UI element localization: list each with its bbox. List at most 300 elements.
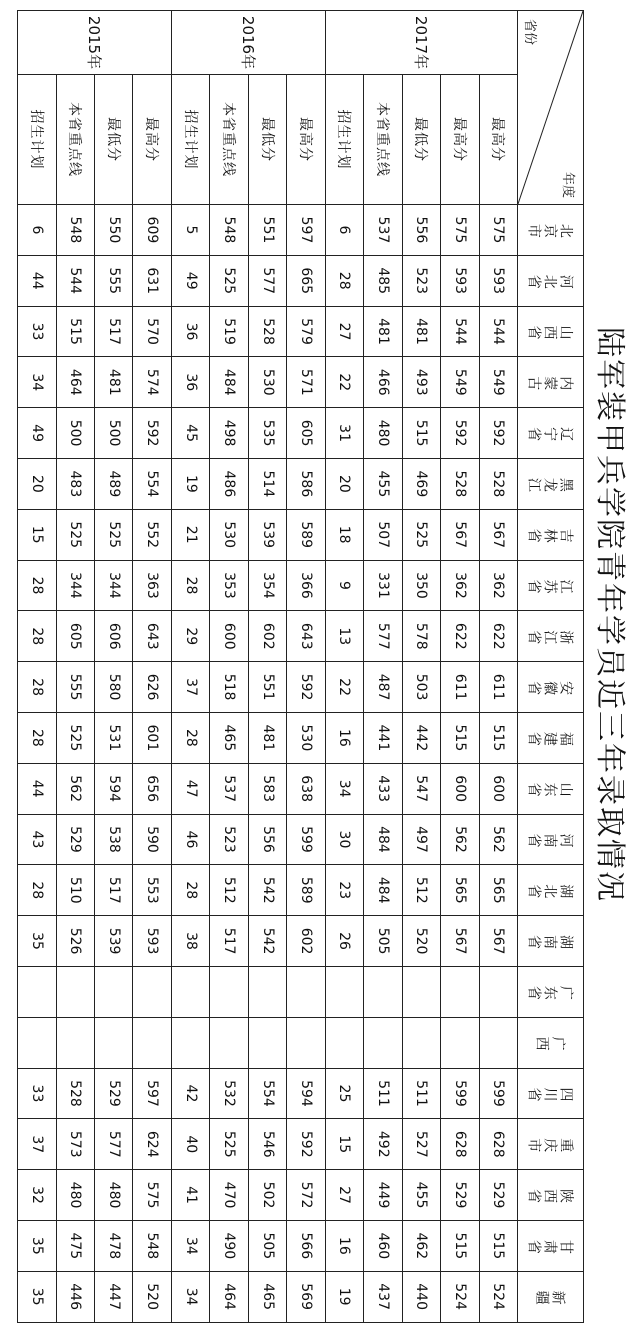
score-cell: 528 — [248, 306, 286, 357]
score-cell: 29 — [171, 611, 209, 662]
score-cell: 28 — [18, 560, 56, 611]
province-header — [518, 916, 584, 967]
page-title — [585, 0, 640, 1229]
score-cell — [210, 1017, 248, 1068]
province-name: 山西省 — [526, 323, 575, 340]
score-cell: 446 — [56, 1271, 94, 1322]
score-cell: 589 — [287, 865, 325, 916]
score-cell: 6 — [18, 205, 56, 256]
province-header — [518, 763, 584, 814]
score-cell: 22 — [325, 357, 363, 408]
score-cell: 512 — [210, 865, 248, 916]
score-cell: 535 — [248, 408, 286, 459]
score-cell: 555 — [56, 662, 94, 713]
score-cell — [287, 1017, 325, 1068]
score-cell: 594 — [95, 763, 133, 814]
score-cell: 481 — [95, 357, 133, 408]
score-cell — [325, 966, 363, 1017]
table-row — [133, 11, 171, 1323]
score-cell: 362 — [441, 560, 479, 611]
score-cell: 16 — [325, 712, 363, 763]
score-cell: 529 — [95, 1068, 133, 1119]
score-cell: 570 — [133, 306, 171, 357]
score-cell: 470 — [210, 1170, 248, 1221]
province-name: 山东省 — [526, 780, 575, 797]
province-header — [518, 306, 584, 357]
province-name: 安徽省 — [526, 679, 575, 696]
score-cell: 577 — [95, 1119, 133, 1170]
score-cell: 487 — [364, 662, 402, 713]
score-cell: 34 — [171, 1271, 209, 1322]
score-cell: 577 — [364, 611, 402, 662]
score-cell: 28 — [171, 865, 209, 916]
score-cell: 574 — [133, 357, 171, 408]
score-cell: 566 — [287, 1220, 325, 1271]
score-cell: 33 — [18, 1068, 56, 1119]
table-row — [210, 11, 248, 1323]
score-cell: 33 — [18, 306, 56, 357]
score-cell: 548 — [133, 1220, 171, 1271]
score-cell: 15 — [18, 509, 56, 560]
metric-cell: 招生计划 — [171, 75, 209, 205]
score-cell: 542 — [248, 916, 286, 967]
province-header — [518, 205, 584, 256]
score-cell: 465 — [248, 1271, 286, 1322]
score-cell: 27 — [325, 306, 363, 357]
score-cell — [402, 1017, 440, 1068]
score-cell: 35 — [18, 1271, 56, 1322]
score-cell: 556 — [402, 205, 440, 256]
metric-cell: 最高分 — [479, 75, 517, 205]
score-cell: 548 — [56, 205, 94, 256]
metric-cell: 本省重点线 — [210, 75, 248, 205]
province-header — [518, 712, 584, 763]
score-cell: 26 — [325, 916, 363, 967]
score-cell: 586 — [287, 458, 325, 509]
score-cell — [364, 966, 402, 1017]
province-name: 陕西省 — [526, 1187, 575, 1204]
score-cell: 515 — [441, 1220, 479, 1271]
score-cell: 354 — [248, 560, 286, 611]
score-cell: 599 — [287, 814, 325, 865]
score-cell: 15 — [325, 1119, 363, 1170]
score-cell: 592 — [287, 1119, 325, 1170]
score-cell: 350 — [402, 560, 440, 611]
province-name: 内蒙古 — [526, 374, 575, 391]
score-cell: 569 — [287, 1271, 325, 1322]
score-cell: 23 — [325, 865, 363, 916]
admission-table — [17, 10, 584, 1323]
score-cell: 622 — [441, 611, 479, 662]
score-cell: 600 — [210, 611, 248, 662]
score-cell: 517 — [95, 306, 133, 357]
score-cell: 353 — [210, 560, 248, 611]
score-cell: 40 — [171, 1119, 209, 1170]
score-cell: 567 — [479, 509, 517, 560]
score-cell: 532 — [210, 1068, 248, 1119]
score-cell: 556 — [248, 814, 286, 865]
score-cell: 605 — [56, 611, 94, 662]
score-cell: 44 — [18, 763, 56, 814]
score-cell: 601 — [133, 712, 171, 763]
score-cell: 538 — [95, 814, 133, 865]
score-cell: 38 — [171, 916, 209, 967]
score-cell: 551 — [248, 205, 286, 256]
score-cell: 530 — [210, 509, 248, 560]
score-cell: 480 — [95, 1170, 133, 1221]
score-cell: 592 — [287, 662, 325, 713]
province-header — [518, 1220, 584, 1271]
score-cell: 28 — [171, 712, 209, 763]
province-header — [518, 1170, 584, 1221]
score-cell — [402, 966, 440, 1017]
province-header — [518, 611, 584, 662]
score-cell: 498 — [210, 408, 248, 459]
score-cell: 43 — [18, 814, 56, 865]
table-row — [248, 11, 286, 1323]
score-cell: 600 — [441, 763, 479, 814]
score-cell: 573 — [56, 1119, 94, 1170]
score-cell — [56, 966, 94, 1017]
score-cell: 485 — [364, 255, 402, 306]
score-cell: 544 — [441, 306, 479, 357]
score-cell: 628 — [441, 1119, 479, 1170]
score-cell — [364, 1017, 402, 1068]
score-cell: 512 — [402, 865, 440, 916]
score-cell: 46 — [171, 814, 209, 865]
province-name: 四川省 — [526, 1085, 575, 1102]
score-cell: 549 — [441, 357, 479, 408]
metric-cell: 最低分 — [95, 75, 133, 205]
province-header — [518, 1271, 584, 1322]
score-cell: 597 — [133, 1068, 171, 1119]
score-cell: 5 — [171, 205, 209, 256]
score-cell: 31 — [325, 408, 363, 459]
score-cell: 505 — [364, 916, 402, 967]
score-cell — [479, 1017, 517, 1068]
score-cell: 571 — [287, 357, 325, 408]
score-cell: 18 — [325, 509, 363, 560]
score-cell: 525 — [210, 1119, 248, 1170]
score-cell: 511 — [402, 1068, 440, 1119]
score-cell: 447 — [95, 1271, 133, 1322]
score-cell: 481 — [248, 712, 286, 763]
score-cell: 542 — [248, 865, 286, 916]
score-cell: 548 — [210, 205, 248, 256]
metric-cell: 本省重点线 — [56, 75, 94, 205]
score-cell — [325, 1017, 363, 1068]
score-cell: 442 — [402, 712, 440, 763]
score-cell: 28 — [18, 611, 56, 662]
score-cell: 503 — [402, 662, 440, 713]
score-cell: 28 — [18, 662, 56, 713]
score-cell: 511 — [364, 1068, 402, 1119]
province-name: 福建省 — [526, 729, 575, 746]
province-header — [518, 1119, 584, 1170]
score-cell: 611 — [441, 662, 479, 713]
table-row — [56, 11, 94, 1323]
year-cell: 2017年 — [325, 11, 517, 75]
table-body — [18, 11, 518, 1323]
score-cell: 565 — [479, 865, 517, 916]
score-cell: 593 — [133, 916, 171, 967]
score-cell: 344 — [56, 560, 94, 611]
score-cell: 497 — [402, 814, 440, 865]
score-cell: 523 — [210, 814, 248, 865]
score-cell: 462 — [402, 1220, 440, 1271]
score-cell: 611 — [479, 662, 517, 713]
score-cell: 481 — [364, 306, 402, 357]
year-axis-label: 年度 — [560, 171, 575, 198]
score-cell: 526 — [56, 916, 94, 967]
year-cell: 2016年 — [171, 11, 325, 75]
score-cell: 622 — [479, 611, 517, 662]
score-cell: 553 — [133, 865, 171, 916]
province-name: 江苏省 — [526, 577, 575, 594]
metric-cell: 招生计划 — [325, 75, 363, 205]
score-cell: 362 — [479, 560, 517, 611]
table-row — [95, 11, 133, 1323]
page-title-text: 陆军装甲兵学院青年学员近三年录取情况 — [591, 326, 627, 903]
table-row — [18, 11, 56, 1323]
province-name: 重庆市 — [526, 1136, 575, 1153]
score-cell: 544 — [56, 255, 94, 306]
metric-cell: 招生计划 — [18, 75, 56, 205]
metric-cell: 最高分 — [287, 75, 325, 205]
score-cell: 27 — [325, 1170, 363, 1221]
score-cell: 455 — [402, 1170, 440, 1221]
score-cell: 22 — [325, 662, 363, 713]
score-cell: 537 — [364, 205, 402, 256]
score-cell — [248, 966, 286, 1017]
province-axis-label: 省份 — [522, 19, 537, 46]
score-cell: 505 — [248, 1220, 286, 1271]
score-cell: 592 — [133, 408, 171, 459]
score-cell: 529 — [441, 1170, 479, 1221]
score-cell: 628 — [479, 1119, 517, 1170]
score-cell — [18, 966, 56, 1017]
province-header-row — [518, 11, 584, 1323]
score-cell — [171, 1017, 209, 1068]
score-cell: 515 — [56, 306, 94, 357]
table-row — [479, 11, 517, 1323]
score-cell: 519 — [210, 306, 248, 357]
score-cell — [441, 1017, 479, 1068]
score-cell: 539 — [248, 509, 286, 560]
score-cell: 344 — [95, 560, 133, 611]
province-header — [518, 1017, 584, 1068]
score-cell: 550 — [95, 205, 133, 256]
province-name: 浙江省 — [526, 628, 575, 645]
score-cell: 544 — [479, 306, 517, 357]
score-cell: 475 — [56, 1220, 94, 1271]
score-cell: 42 — [171, 1068, 209, 1119]
score-cell: 437 — [364, 1271, 402, 1322]
score-cell: 597 — [287, 205, 325, 256]
province-header — [518, 255, 584, 306]
score-cell — [287, 966, 325, 1017]
score-cell: 567 — [441, 509, 479, 560]
score-cell: 515 — [479, 1220, 517, 1271]
score-cell: 37 — [18, 1119, 56, 1170]
score-cell: 537 — [210, 763, 248, 814]
score-cell: 555 — [95, 255, 133, 306]
score-cell: 455 — [364, 458, 402, 509]
score-cell: 34 — [325, 763, 363, 814]
score-cell: 19 — [325, 1271, 363, 1322]
metric-cell: 最低分 — [402, 75, 440, 205]
score-cell: 523 — [402, 255, 440, 306]
score-cell: 515 — [441, 712, 479, 763]
score-cell: 49 — [18, 408, 56, 459]
score-cell: 530 — [248, 357, 286, 408]
score-cell: 16 — [325, 1220, 363, 1271]
table-row — [325, 11, 363, 1323]
score-cell — [479, 966, 517, 1017]
score-cell: 35 — [18, 1220, 56, 1271]
year-cell: 2015年 — [18, 11, 172, 75]
province-header — [518, 814, 584, 865]
province-header — [518, 865, 584, 916]
score-cell: 502 — [248, 1170, 286, 1221]
score-cell: 525 — [402, 509, 440, 560]
province-header — [518, 966, 584, 1017]
metric-cell: 最高分 — [133, 75, 171, 205]
score-cell: 589 — [287, 509, 325, 560]
score-cell: 20 — [325, 458, 363, 509]
score-cell: 594 — [287, 1068, 325, 1119]
score-cell: 602 — [248, 611, 286, 662]
score-cell — [18, 1017, 56, 1068]
score-cell: 13 — [325, 611, 363, 662]
score-cell: 562 — [479, 814, 517, 865]
score-cell: 25 — [325, 1068, 363, 1119]
score-cell: 34 — [18, 357, 56, 408]
score-cell: 492 — [364, 1119, 402, 1170]
score-cell — [95, 1017, 133, 1068]
province-name: 湖北省 — [526, 882, 575, 899]
score-cell: 517 — [210, 916, 248, 967]
score-cell: 528 — [441, 458, 479, 509]
score-cell: 599 — [479, 1068, 517, 1119]
province-name: 广西 — [534, 1034, 567, 1051]
metric-cell: 最低分 — [248, 75, 286, 205]
admission-table-wrapper — [18, 10, 584, 1310]
score-cell: 500 — [56, 408, 94, 459]
score-cell: 624 — [133, 1119, 171, 1170]
score-cell: 484 — [364, 814, 402, 865]
score-cell: 478 — [95, 1220, 133, 1271]
corner-header — [518, 11, 584, 205]
score-cell: 45 — [171, 408, 209, 459]
score-cell: 562 — [441, 814, 479, 865]
score-cell: 30 — [325, 814, 363, 865]
score-cell: 517 — [95, 865, 133, 916]
score-cell: 590 — [133, 814, 171, 865]
score-cell: 592 — [441, 408, 479, 459]
table-row — [171, 11, 209, 1323]
score-cell: 575 — [133, 1170, 171, 1221]
score-cell: 547 — [402, 763, 440, 814]
province-header — [518, 1068, 584, 1119]
score-cell: 6 — [325, 205, 363, 256]
score-cell: 32 — [18, 1170, 56, 1221]
score-cell: 510 — [56, 865, 94, 916]
score-cell — [56, 1017, 94, 1068]
score-cell: 592 — [479, 408, 517, 459]
score-cell: 524 — [479, 1271, 517, 1322]
score-cell: 9 — [325, 560, 363, 611]
score-cell: 593 — [441, 255, 479, 306]
province-name: 北京市 — [526, 221, 575, 238]
province-name: 湖南省 — [526, 933, 575, 950]
score-cell: 631 — [133, 255, 171, 306]
score-cell: 602 — [287, 916, 325, 967]
score-cell: 567 — [479, 916, 517, 967]
province-name: 广东省 — [526, 983, 575, 1000]
score-cell: 44 — [18, 255, 56, 306]
metric-cell: 最高分 — [441, 75, 479, 205]
score-cell: 551 — [248, 662, 286, 713]
score-cell: 486 — [210, 458, 248, 509]
score-cell: 529 — [479, 1170, 517, 1221]
score-cell: 525 — [56, 509, 94, 560]
score-cell: 481 — [402, 306, 440, 357]
score-cell: 579 — [287, 306, 325, 357]
score-cell: 483 — [56, 458, 94, 509]
score-cell: 465 — [210, 712, 248, 763]
score-cell: 609 — [133, 205, 171, 256]
score-cell: 37 — [171, 662, 209, 713]
score-cell: 529 — [56, 814, 94, 865]
score-cell: 578 — [402, 611, 440, 662]
score-cell: 638 — [287, 763, 325, 814]
score-cell: 606 — [95, 611, 133, 662]
metric-cell: 本省重点线 — [364, 75, 402, 205]
score-cell: 28 — [18, 712, 56, 763]
score-cell: 643 — [133, 611, 171, 662]
score-cell: 549 — [479, 357, 517, 408]
score-cell: 28 — [18, 865, 56, 916]
score-cell: 363 — [133, 560, 171, 611]
score-cell: 366 — [287, 560, 325, 611]
score-cell: 480 — [56, 1170, 94, 1221]
score-cell: 449 — [364, 1170, 402, 1221]
score-cell: 41 — [171, 1170, 209, 1221]
score-cell: 36 — [171, 357, 209, 408]
score-cell: 507 — [364, 509, 402, 560]
score-cell: 575 — [441, 205, 479, 256]
score-cell: 47 — [171, 763, 209, 814]
score-cell: 577 — [248, 255, 286, 306]
table-row — [441, 11, 479, 1323]
score-cell: 554 — [133, 458, 171, 509]
province-name: 黑龙江 — [526, 475, 575, 492]
score-cell: 35 — [18, 916, 56, 967]
province-header — [518, 509, 584, 560]
score-cell — [441, 966, 479, 1017]
score-cell: 484 — [210, 357, 248, 408]
score-cell — [210, 966, 248, 1017]
score-cell: 515 — [479, 712, 517, 763]
province-header — [518, 408, 584, 459]
score-cell: 554 — [248, 1068, 286, 1119]
score-cell: 572 — [287, 1170, 325, 1221]
province-name: 辽宁省 — [526, 425, 575, 442]
province-header — [518, 560, 584, 611]
score-cell: 546 — [248, 1119, 286, 1170]
score-cell: 656 — [133, 763, 171, 814]
